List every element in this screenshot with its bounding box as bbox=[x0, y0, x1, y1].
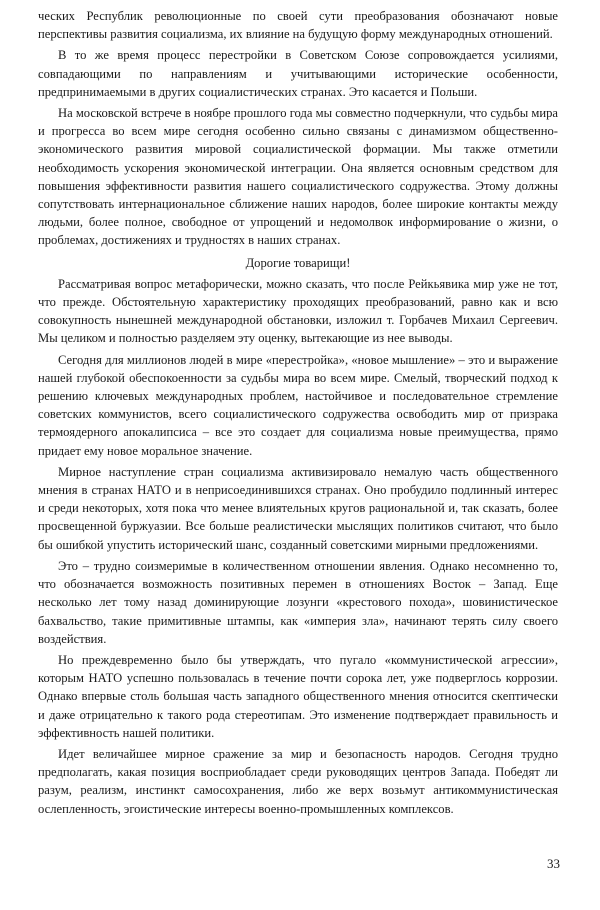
paragraph-new-thinking: Сегодня для миллионов людей в мире «перестройка», «новое мышление» – это и выражение нашей глубокой обеспокоенности за судьбы мира во всем мире. Смелый, творческий подход к решению ключевых международных проблем, настойчивое и последовательное стремление советских коммунистов, всего социалистического содружества освободить мир от призрака термоядерного апокалипсиса – все это создает для социализма новые преимущества, прямо придает ему новое моральное значение. bbox=[38, 352, 558, 458]
paragraph-east-west: Это – трудно соизмеримые в количественном отношении явления. Однако несомненно то, что обозначается возможность позитивных перемен в отношениях Восток – Запад. Еще несколько лет тому назад доминирующие лозунги «крестового похода», шовинистическое бахвальство, такие примитивные штампы, как «империя зла», начинают терять силу своего воздействия. bbox=[38, 558, 558, 646]
paragraph-peace-battle: Идет величайшее мирное сражение за мир и безопасность народов. Сегодня трудно предполагать, какая позиция восприобладает среди руководящих центров Запада. Победят ли разум, реализм, инстинкт самосохранения, либо же верх возьмут антикоммунистическая ослепленность, эгоистические интересы военно-промышленных комплексов. bbox=[38, 746, 558, 816]
paragraph-perestroika-efforts: В то же время процесс перестройки в Советском Союзе сопровождается усилиями, совпадающими по направлениям и учитывающими исторические особенности, предпринимаемыми в других социалистических странах. Это касается и Польши. bbox=[38, 48, 558, 99]
page-number: 33 bbox=[547, 856, 560, 871]
paragraph-reykjavik: Рассматривая вопрос метафорически, можно сказать, что после Рейкьявика мир уже не тот, что прежде. Обстоятельную характеристику проходящих преобразований, равно как и всю совокупность нынешней международной обстановки, изложил т. Горбачев Михаил Сергеевич. Мы целиком и полностью разделяем эту оценку, вытекающие из нее выводы. bbox=[38, 276, 558, 346]
body-text bbox=[38, 7, 558, 821]
paragraph-communist-aggression: Но преждевременно было бы утверждать, что пугало «коммунистической агрессии», которым НАТО успешно пользовалась в течение почти сорока лет, уже подверглось коррозии. Однако впервые столь большая часть западного общественного мнения относится скептически и даже отрицательно к такого рода стереотипам. Это изменение подтверждает правильность и эффективность нашей политики. bbox=[38, 652, 558, 740]
paragraph-moscow-meeting: На московской встрече в ноябре прошлого года мы совместно подчеркнули, что судьбы мира и прогресса во всем мире сегодня особенно сильно связаны с динамизмом общественно-экономического развития мировой социалистической формации. Мы также отметили необходимость ускорения экономической интеграции. Она является основным средством для повышения эффективности развития нашего социалистического содружества. Этому должны сопутствовать интернациональное сближение наших народов, более широкие контакты между людьми, более полное, свободное от упрощений и недомолвок информирование о жизни, о проблемах, достижениях и трудностях в наших странах. bbox=[38, 106, 559, 248]
section-heading: Дорогие товарищи! bbox=[245, 255, 351, 270]
paragraph-peace-offensive: Мирное наступление стран социализма активизировало немалую часть общественного мнения в странах НАТО и в неприсоединившихся странах. Оно пробудило подлинный интерес и среди некоторых, хотя пока что менее влиятельных кругов рациональной и, так сказать, более просвещенной буржуазии. Все больше реалистически мыслящих политиков считают, что было бы ошибкой упустить исторический шанс, созданный советскими мирными предложениями. bbox=[38, 464, 558, 552]
paragraph-continuation: ческих Республик революционные по своей сути преобразования обозначают новые перспективы развития социализма, их влияние на будущую форму международных отношений. bbox=[38, 9, 558, 42]
